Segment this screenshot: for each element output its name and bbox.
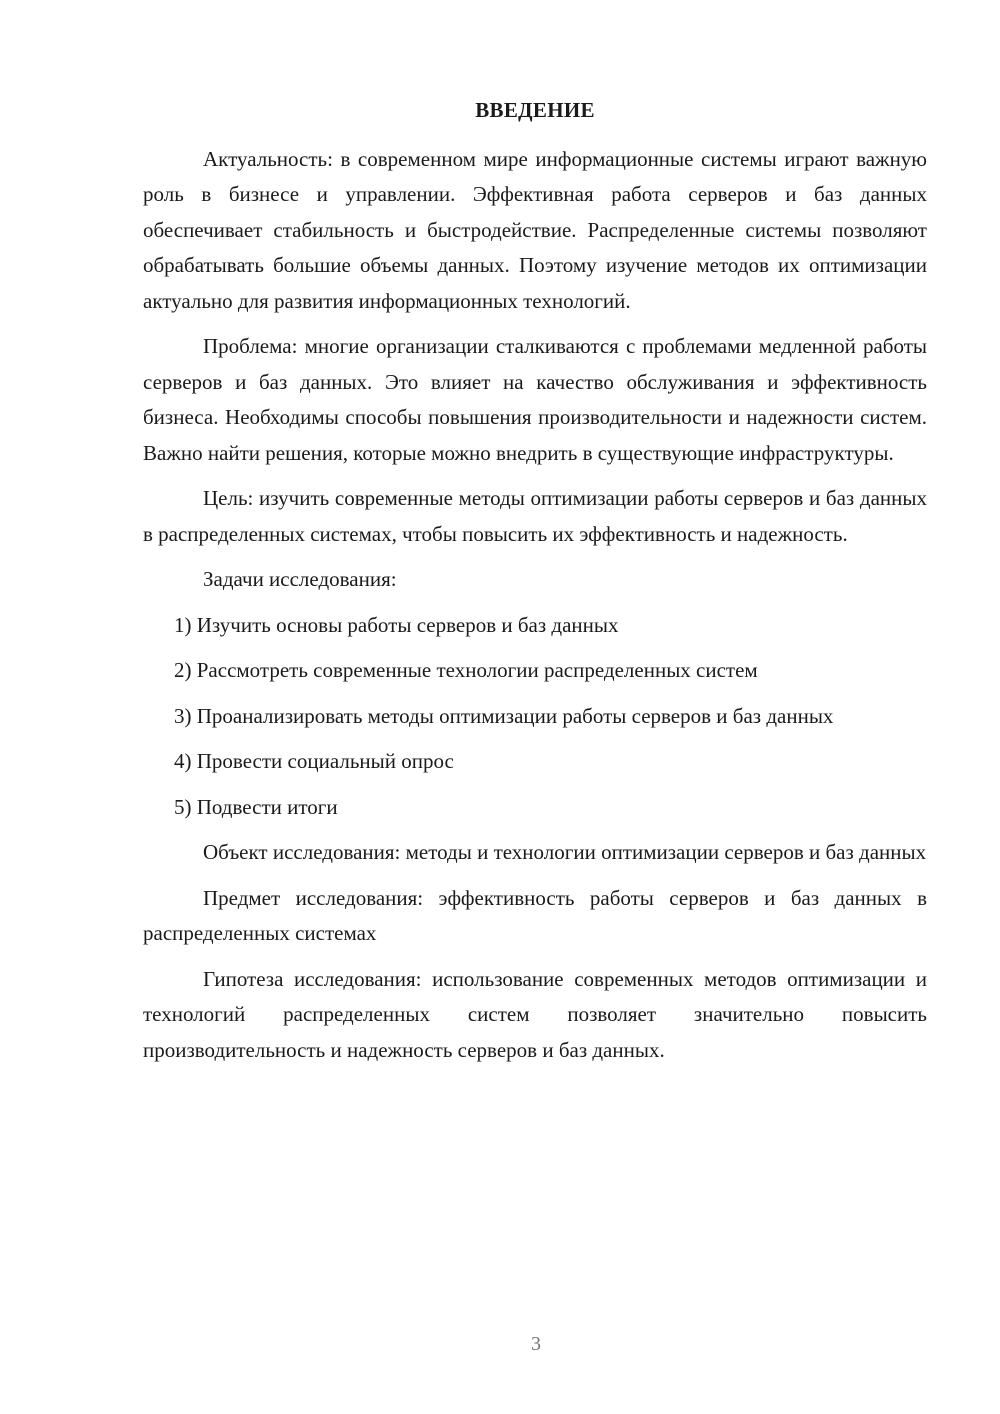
paragraph-object: Объект исследования: методы и технологии оптимизации серверов и баз данных	[203, 840, 927, 864]
paragraph-tasks-heading: Задачи исследования:	[203, 567, 397, 591]
paragraph-hypothesis: Гипотеза исследования: использование современных методов оптимизации и технологий распределенных систем позволяет значительно повысить производительность и надежность серверов и баз данных.	[143, 966, 927, 1062]
paragraph-relevance: Актуальность: в современном мире информационные системы играют важную роль в бизнесе и управлении. Эффективная работа серверов и баз данных обеспечивает стабильность и быстродействие. Распределенные системы позволяют обрабатывать большие объемы данных. Поэтому изучение методов их оптимизации актуально для развития информационных технологий.	[143, 146, 927, 313]
task-item-4: 4) Провести социальный опрос	[174, 749, 454, 773]
task-item-3: 3) Проанализировать методы оптимизации работы серверов и баз данных	[174, 703, 834, 728]
paragraph-goal: Цель: изучить современные методы оптимизации работы серверов и баз данных в распределенных системах, чтобы повысить их эффективность и надежность.	[143, 486, 927, 546]
paragraph-subject: Предмет исследования: эффективность работы серверов и баз данных в распределенных системах	[143, 885, 927, 945]
page-number: 3	[531, 1333, 541, 1355]
task-item-5: 5) Подвести итоги	[174, 794, 338, 819]
section-title: ВВЕДЕНИЕ	[475, 98, 595, 122]
task-item-1: 1) Изучить основы работы серверов и баз данных	[174, 612, 619, 637]
page-body	[143, 93, 927, 1078]
task-item-2: 2) Рассмотреть современные технологии распределенных систем	[174, 658, 758, 682]
paragraph-problem: Проблема: многие организации сталкиваются с проблемами медленной работы серверов и баз данных. Это влияет на качество обслуживания и эффективность бизнеса. Необходимы способы повышения производительности и надежности систем. Важно найти решения, которые можно внедрить в существующие инфраструктуры.	[143, 334, 927, 465]
